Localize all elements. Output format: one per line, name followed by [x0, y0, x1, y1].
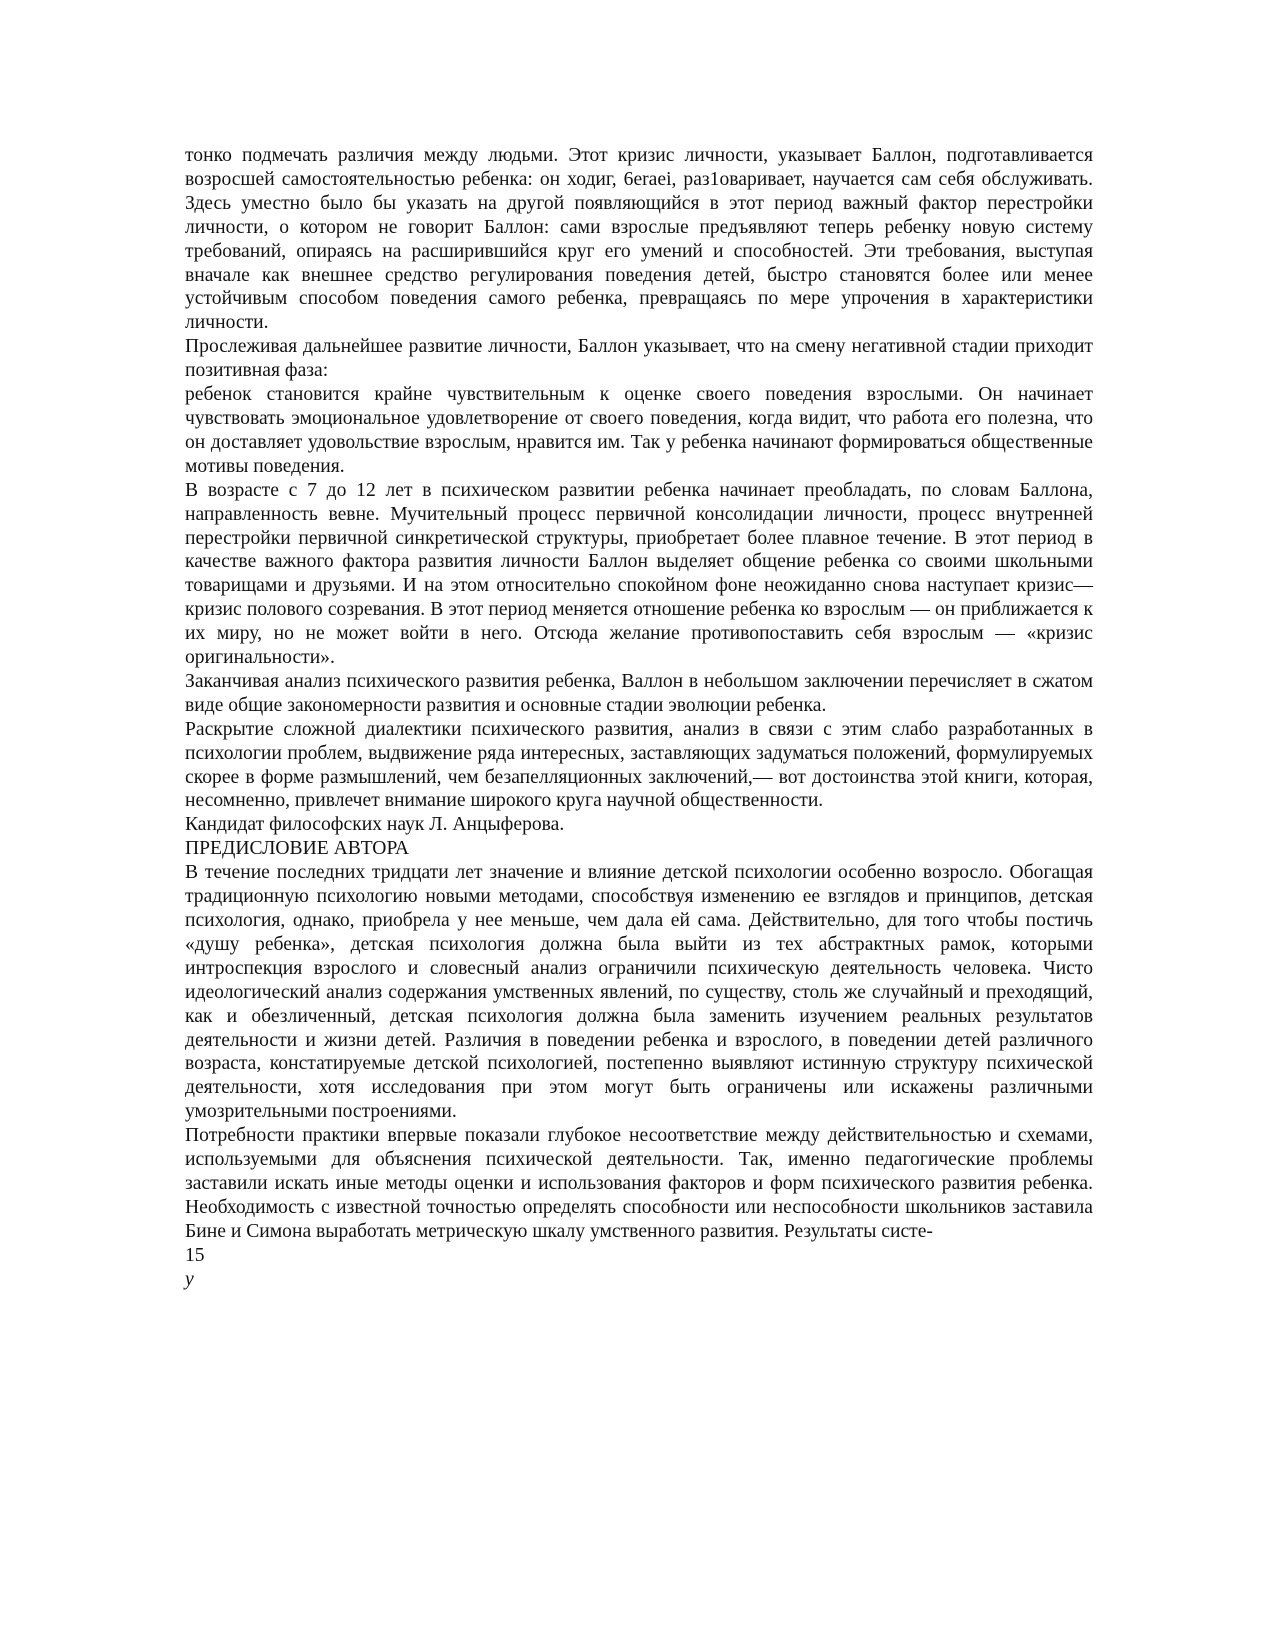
paragraph-crisis-of-personality: тонко подмечать различия между людьми. Этот кризис личности, указывает Баллон, подготавливается возросшей самостоятельностью ребенка: он ходиг, 6eraei, раз1оваривает, научается сам себя обслуживать. Здесь уместно было бы указать на другой появляющийся в этот период важный фактор перестройки личности, о котором не говорит Баллон: сами взрослые предъявляют теперь ребенку новую систему требований, опираясь на расширившийся круг его умений и способностей. Эти требования, выступая вначале как внешнее средство регулирования поведения детей, быстро становятся более или менее устойчивым способом поведения самого ребенка, превращаясь по мере упрочения в характеристики личности.	[185, 145, 1093, 334]
preface-paragraph-child-psychology: В течение последних тридцати лет значение и влияние детской психологии особенно возросло. Обогащая традиционную психологию новыми методами, способствуя изменению ее взглядов и принципов, детская психология, однако, приобрела у нее меньше, чем дала ей сама. Действительно, для того чтобы постичь «душу ребенка», детская психология должна была выйти из тех абстрактных рамок, которыми интроспекция взрослого и словесный анализ ограничили психическую деятельность человека. Чисто идеологический анализ содержания умственных явлений, по существу, столь же случайный и преходящий, как и обезличенный, детская психология должна была заменить изучением реальных результатов деятельности и жизни детей. Различия в поведении ребенка и взрослого, в поведении детей различного возраста, констатируемые детской психологией, постепенно выявляют истинную структуру психической деятельности, хотя исследования при этом могут быть ограничены или искажены различными умозрительными построениями.	[185, 862, 1093, 1123]
document-page	[185, 144, 1093, 1292]
signature: Кандидат философских наук Л. Анцыферова.	[185, 814, 565, 836]
paragraph-conclusion-summary: Заканчивая анализ психического развития ребенка, Валлон в небольшом заключении перечисляет в сжатом виде общие закономерности развития и основные стадии эволюции ребенка.	[185, 670, 1093, 716]
footer-mark: у	[185, 1268, 194, 1290]
paragraph-age-7-to-12: В возрасте с 7 до 12 лет в психическом развитии ребенка начинает преобладать, по словам Баллона, направленность вевне. Мучительный процесс первичной консолидации личности, процесс внутренней перестройки первичной синкретической структуры, приобретает более плавное течение. В этот период в качестве важного фактора развития личности Баллон выделяет общение ребенка со своими школьными товарищами и друзьями. И на этом относительно спокойном фоне неожиданно снова наступает кризис—кризис полового созревания. В этот период меняется отношение ребенка ко взрослым — он приближается к их миру, но не может войти в него. Отсюда желание противопоставить себя взрослым — «кризис оригинальности».	[185, 479, 1093, 669]
page-number: 15	[185, 1244, 205, 1266]
paragraph-book-merits: Раскрытие сложной диалектики психического развития, анализ в связи с этим слабо разработанных в психологии проблем, выдвижение ряда интересных, заставляющих задуматься положений, формулируемых скорее в форме размышлений, чем безапелляционных заключений,— вот достоинства этой книги, которая, несомненно, привлечет внимание широкого круга научной общественности.	[185, 718, 1093, 812]
paragraph-child-sensitivity: ребенок становится крайне чувствительным к оценке своего поведения взрослыми. Он начинает чувствовать эмоциональное удовлетворение от своего поведения, когда видит, что работа его полезна, что он доставляет удовольствие взрослым, нравится им. Так у ребенка начинают формироваться общественные мотивы поведения.	[185, 384, 1093, 477]
preface-heading: ПРЕДИСЛОВИЕ АВТОРА	[185, 838, 409, 860]
preface-paragraph-practical-needs: Потребности практики впервые показали глубокое несоответствие между действительностью и схемами, используемыми для объяснения психической деятельности. Так, именно педагогические проблемы заставили искать иные методы оценки и использования факторов и форм психического развития ребенка. Необходимость с известной точностью определять способности или неспособности школьников заставила Бине и Симона выработать метрическую шкалу умственного развития. Результаты систе-	[185, 1125, 1093, 1242]
paragraph-positive-phase-intro: Прослеживая дальнейшее развитие личности, Баллон указывает, что на смену негативной стадии приходит позитивная фаза:	[185, 336, 1093, 382]
